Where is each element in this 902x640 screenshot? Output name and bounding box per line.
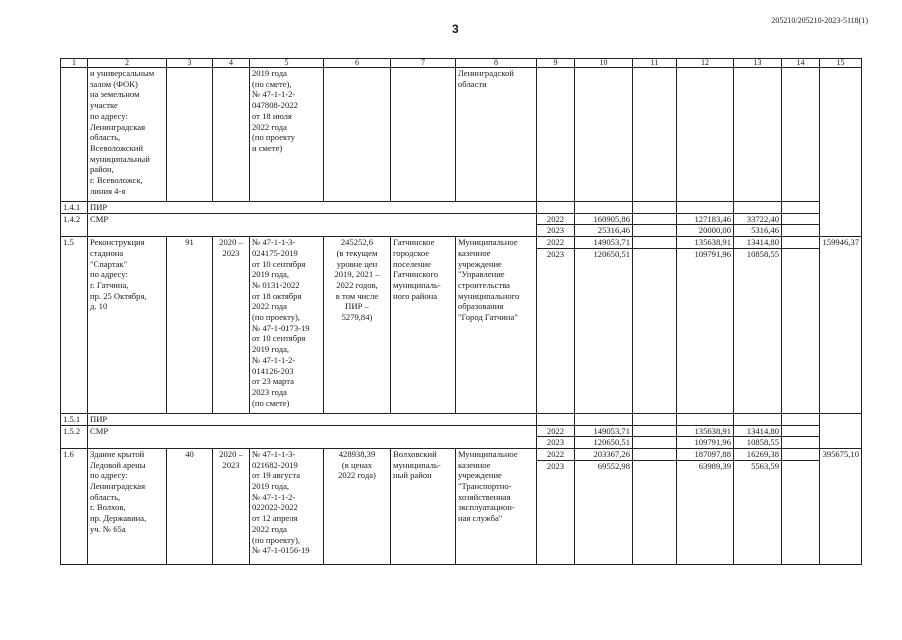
- value-cell: 69552,98: [575, 460, 633, 564]
- col-header: 11: [633, 59, 677, 68]
- documents-cell: № 47-1-1-3- 024175-2019 от 10 сентября 2019 года, № 0131-2022 от 18 октября 2022 года (по проекту), № 47-1-0173-19 от 10 сентября 2019 года, № 47-1-1-2- 014126-203 от 23 марта 2023 года (по смете): [250, 237, 324, 414]
- cost-cell: 245252,6 (в текущем уровне цен 2019, 2021 – 2022 годов, в том числе ПИР – 5279,84): [324, 237, 391, 414]
- col-header: 1: [61, 59, 88, 68]
- year-cell: 2023: [537, 225, 575, 237]
- value-cell: 120650,51: [575, 437, 633, 449]
- cost-cell: 428938,39 (в ценах 2022 года): [324, 448, 391, 564]
- value-cell: 20000,00: [677, 225, 734, 237]
- value-cell: 127183,46: [677, 213, 734, 225]
- row-number: 1.5.1: [61, 413, 88, 425]
- table-row: [61, 68, 862, 202]
- year-cell: 2022: [537, 448, 575, 460]
- object-name-cell: Здание крытой Ледовой арены по адресу: Ленинградская область, г. Волхов, пр. Державина, уч. № 65а: [88, 448, 167, 564]
- value-cell: 135638,91: [677, 237, 734, 249]
- value-cell: 13414,80: [734, 425, 782, 437]
- document-id: 205210/205210-2023-5118(1): [771, 16, 868, 25]
- year-cell: 2023: [537, 437, 575, 449]
- period-cell: 2020 – 2023: [213, 237, 250, 414]
- row-label: ПИР: [88, 202, 537, 214]
- value-cell: 203367,26: [575, 448, 633, 460]
- location-cell: Волховский муниципаль- ный район: [391, 448, 456, 564]
- col-header: 8: [456, 59, 537, 68]
- year-cell: 2022: [537, 237, 575, 249]
- value-cell: 10858,55: [734, 437, 782, 449]
- col-header: 7: [391, 59, 456, 68]
- value-cell: 187097,88: [677, 448, 734, 460]
- object-name-cell: и универсальным залом (ФОК) на земельном участке по адресу: Ленинградская область, Всеволожский муниципальный район, г. Всеволожск, линия 4-я: [88, 68, 167, 202]
- row-label: СМР: [88, 425, 537, 448]
- value-cell: 149053,71: [575, 237, 633, 249]
- table-row: [61, 202, 862, 214]
- table-row: [61, 237, 862, 249]
- year-cell: 2023: [537, 460, 575, 564]
- row-number: 1.4.2: [61, 213, 88, 236]
- capacity-cell: 91: [167, 237, 213, 414]
- documents-cell: 2019 года (по смете), № 47-1-1-2- 047808-2022 от 18 июля 2022 года (по проекту и смете): [250, 68, 324, 202]
- row-number: 1.4.1: [61, 202, 88, 214]
- year-cell: 2022: [537, 425, 575, 437]
- total-cell: [820, 68, 862, 237]
- col-header: 14: [782, 59, 820, 68]
- table-row: [61, 448, 862, 460]
- page-number: 3: [452, 22, 459, 36]
- object-name-cell: Реконструкция стадиона "Спартак" по адресу: г. Гатчина, пр. 25 Октября, д. 10: [88, 237, 167, 414]
- total-cell: 395675,10: [820, 448, 862, 564]
- col-header: 10: [575, 59, 633, 68]
- col-header: 4: [213, 59, 250, 68]
- row-number: 1.6: [61, 448, 88, 564]
- value-cell: 120650,51: [575, 248, 633, 413]
- row-number: 1.5: [61, 237, 88, 414]
- capacity-cell: 40: [167, 448, 213, 564]
- column-number-row: [61, 59, 862, 68]
- period-cell: 2020 – 2023: [213, 448, 250, 564]
- cell-num: [61, 68, 88, 202]
- year-cell: 2023: [537, 248, 575, 413]
- value-cell: 135638,91: [677, 425, 734, 437]
- value-cell: 109791,96: [677, 437, 734, 449]
- budget-table: [60, 58, 862, 565]
- value-cell: 16269,38: [734, 448, 782, 460]
- row-label: ПИР: [88, 413, 537, 425]
- col-header: 6: [324, 59, 391, 68]
- value-cell: 160905,86: [575, 213, 633, 225]
- col-header: 13: [734, 59, 782, 68]
- table-row: [61, 213, 862, 225]
- customer-cell: Ленинградской области: [456, 68, 537, 202]
- row-number: 1.5.2: [61, 425, 88, 448]
- value-cell: 5316,46: [734, 225, 782, 237]
- value-cell: 33722,40: [734, 213, 782, 225]
- customer-cell: Муниципальное казенное учреждение "Транспортно- хозяйственная эксплуатацион- ная служба": [456, 448, 537, 564]
- col-header: 12: [677, 59, 734, 68]
- total-cell: [820, 413, 862, 448]
- value-cell: 63989,39: [677, 460, 734, 564]
- col-header: 5: [250, 59, 324, 68]
- value-cell: 25316,46: [575, 225, 633, 237]
- col-header: 2: [88, 59, 167, 68]
- col-header: 9: [537, 59, 575, 68]
- value-cell: 5563,59: [734, 460, 782, 564]
- year-cell: 2022: [537, 213, 575, 225]
- documents-cell: № 47-1-1-3- 021682-2019 от 19 августа 2019 года, № 47-1-1-2- 022022-2022 от 12 апреля 2022 года (по проекту), № 47-1-0156-19: [250, 448, 324, 564]
- col-header: 15: [820, 59, 862, 68]
- col-header: 3: [167, 59, 213, 68]
- total-cell: 159946,37: [820, 237, 862, 414]
- value-cell: 149053,71: [575, 425, 633, 437]
- row-label: СМР: [88, 213, 537, 236]
- value-cell: 109791,96: [677, 248, 734, 413]
- value-cell: 10858,55: [734, 248, 782, 413]
- table-row: [61, 425, 862, 437]
- customer-cell: Муниципальное казенное учреждение "Управление строительства муниципального образования "Город Гатчина": [456, 237, 537, 414]
- location-cell: Гатчинское городское поселение Гатчинского муниципаль- ного района: [391, 237, 456, 414]
- value-cell: 13414,80: [734, 237, 782, 249]
- table-row: [61, 413, 862, 425]
